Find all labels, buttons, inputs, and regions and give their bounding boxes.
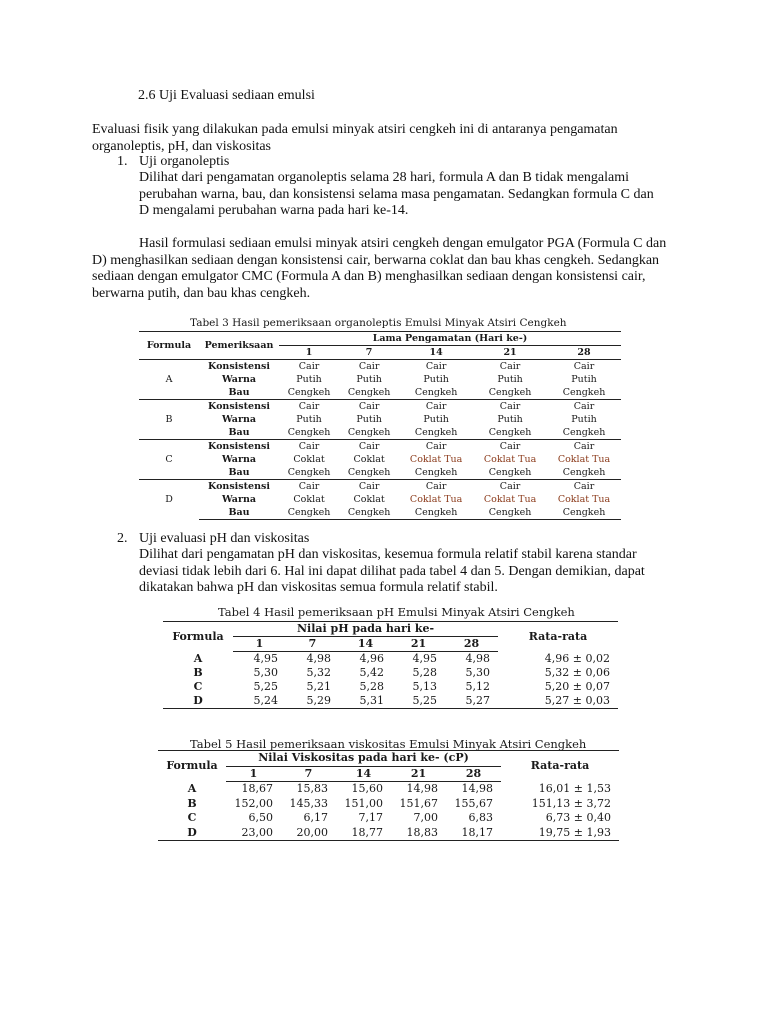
t4-formula-cell: D — [163, 694, 233, 709]
t3-value-cell: Cair — [399, 440, 473, 454]
t4-value-cell: 5,24 — [233, 694, 286, 709]
t4-header-day: 7 — [286, 637, 339, 652]
t3-value-cell: Cengkeh — [347, 387, 391, 398]
t3-header-day: 14 — [399, 346, 473, 360]
table-row — [139, 400, 621, 414]
t4-value-cell: 5,42 — [359, 666, 384, 679]
t3-value-cell: Coklat Tua — [409, 454, 463, 465]
t5-header-day: 14 — [336, 766, 391, 782]
t5-value-cell: 6,50 — [248, 811, 273, 824]
t3-value-cell: Putih — [296, 414, 322, 425]
t4-value-cell: 4,95 — [253, 652, 278, 665]
table-row — [158, 797, 619, 812]
t5-avg-cell: 16,01 ± 1,53 — [538, 781, 611, 795]
t3-value-cell: Coklat Tua — [483, 454, 537, 465]
t3-value-cell: Cair — [279, 480, 339, 494]
table-row — [158, 826, 619, 841]
t3-param-cell: Konsistensi — [199, 400, 279, 414]
t5-header-day: 21 — [391, 766, 446, 782]
t5-value-cell: 20,00 — [281, 826, 336, 841]
t3-param-cell: Warna — [221, 374, 257, 385]
t3-header-day: 21 — [473, 346, 547, 360]
t4-value-cell: 4,98 — [465, 652, 490, 665]
t4-value-cell: 5,28 — [359, 680, 384, 693]
t4-value-cell: 5,13 — [412, 680, 437, 693]
t3-value-cell: Cair — [399, 360, 473, 374]
t4-value-cell: 5,28 — [412, 666, 437, 679]
table-row — [139, 480, 621, 494]
t3-value-cell: Cengkeh — [287, 427, 331, 438]
t4-value-cell: 4,96 — [359, 652, 384, 665]
table-row — [139, 506, 621, 520]
table3 — [139, 331, 621, 520]
t3-value-cell: Coklat — [293, 454, 325, 465]
table4-caption: Tabel 4 Hasil pemeriksaan pH Emulsi Minyak Atsiri Cengkeh — [218, 605, 575, 619]
t5-value-cell: 152,00 — [234, 796, 273, 810]
t3-header-pemeriksaan: Pemeriksaan — [199, 332, 279, 360]
t3-value-cell: Cair — [547, 440, 621, 454]
t3-value-cell: Cair — [279, 440, 339, 454]
t5-header-formula: Formula — [158, 751, 226, 782]
t3-value-cell: Cair — [279, 360, 339, 374]
t5-value-cell: 145,33 — [289, 796, 328, 810]
t4-avg-cell: 5,32 ± 0,06 — [544, 666, 610, 679]
t3-param-cell: Warna — [221, 414, 257, 425]
table-row — [163, 694, 618, 709]
t5-value-cell: 18,83 — [391, 826, 446, 841]
t4-avg-cell: 5,27 ± 0,03 — [498, 694, 618, 709]
t3-header-day: 1 — [279, 346, 339, 360]
t5-formula-cell: B — [187, 796, 197, 810]
t3-value-cell: Cengkeh — [562, 427, 606, 438]
t3-value-cell: Cair — [547, 360, 621, 374]
t5-value-cell: 151,67 — [399, 796, 438, 810]
t5-header-group: Nilai Viskositas pada hari ke- (cP) — [226, 751, 501, 767]
t5-value-cell: 14,98 — [461, 782, 493, 795]
paragraph-2: Hasil formulasi sediaan emulsi minyak atsiri cengkeh dengan emulgator PGA (Formula C dan D) menghasilkan sediaan dengan konsistensi cair, berwarna coklat dan bau khas cengkeh. Sedangkan sediaan dengan emulgator CMC (Formula A dan B) menghasilkan sediaan dengan konsistensi cair, berwarna putih, dan bau khas cengkeh. — [92, 236, 667, 301]
table-row — [139, 386, 621, 400]
t3-value-cell: Putih — [571, 414, 597, 425]
table-row — [139, 360, 621, 374]
t5-header-day: 1 — [226, 766, 281, 782]
t3-value-cell: Cengkeh — [399, 506, 473, 520]
t3-value-cell: Cengkeh — [414, 467, 458, 478]
table-row — [139, 453, 621, 466]
t3-value-cell: Putih — [571, 374, 597, 385]
t3-value-cell: Cengkeh — [347, 467, 391, 478]
section-title: 2.6 Uji Evaluasi sediaan emulsi — [138, 88, 315, 103]
t4-formula-cell: A — [193, 651, 203, 665]
t4-header-group: Nilai pH pada hari ke- — [233, 622, 498, 637]
t3-value-cell: Cair — [473, 480, 547, 494]
t3-value-cell: Coklat — [353, 454, 385, 465]
table4 — [163, 621, 618, 709]
t3-value-cell: Coklat — [353, 494, 385, 505]
t3-value-cell: Putih — [423, 414, 449, 425]
t3-header-group: Lama Pengamatan (Hari ke-) — [279, 332, 621, 346]
t3-value-cell: Cair — [339, 440, 399, 454]
item2-text: Dilihat dari pengamatan pH dan viskositas, kesemua formula relatif stabil karena standar deviasi tidak lebih dari 6. Hal ini dapat dilihat pada tabel 4 dan 5. Dengan demikian, dapat dikatakan bahwa pH dan viskositas semua formula relatif stabil. — [139, 547, 645, 595]
t5-value-cell: 155,67 — [454, 796, 493, 810]
table-row — [158, 782, 619, 797]
t5-avg-cell: 151,13 ± 3,72 — [531, 796, 611, 810]
t3-formula-cell: B — [139, 400, 199, 440]
t3-param-cell: Bau — [199, 506, 279, 520]
t3-value-cell: Cengkeh — [414, 427, 458, 438]
t4-header-day: 14 — [339, 637, 392, 652]
t3-value-cell: Putih — [296, 374, 322, 385]
t3-header-day: 28 — [547, 346, 621, 360]
t4-formula-cell: B — [193, 666, 203, 679]
t3-param-cell: Warna — [221, 494, 257, 505]
t3-value-cell: Cair — [339, 400, 399, 414]
t5-value-cell: 18,17 — [446, 826, 501, 841]
table5-caption: Tabel 5 Hasil pemeriksaan viskositas Emulsi Minyak Atsiri Cengkeh — [190, 737, 587, 751]
t3-value-cell: Putih — [497, 374, 523, 385]
t3-value-cell: Coklat Tua — [483, 494, 537, 505]
t3-param-cell: Konsistensi — [199, 360, 279, 374]
t4-value-cell: 5,21 — [306, 680, 331, 693]
t3-value-cell: Cengkeh — [562, 467, 606, 478]
t3-value-cell: Coklat Tua — [557, 454, 611, 465]
t4-formula-cell: C — [193, 680, 203, 693]
t3-param-cell: Bau — [228, 387, 250, 398]
t3-value-cell: Cengkeh — [562, 387, 606, 398]
table-row — [139, 413, 621, 426]
t3-formula-cell: C — [139, 440, 199, 480]
t5-value-cell: 14,98 — [406, 782, 438, 795]
t3-value-cell: Cair — [547, 480, 621, 494]
t3-value-cell: Cair — [547, 400, 621, 414]
t5-header-day: 28 — [446, 766, 501, 782]
t3-value-cell: Cengkeh — [547, 506, 621, 520]
table-row — [158, 811, 619, 826]
table-row — [139, 440, 621, 454]
t3-value-cell: Cair — [399, 400, 473, 414]
t3-value-cell: Cengkeh — [287, 467, 331, 478]
table-row — [163, 666, 618, 680]
table-row — [139, 426, 621, 440]
t5-value-cell: 6,83 — [468, 811, 493, 824]
t4-value-cell: 5,32 — [306, 666, 331, 679]
t5-value-cell: 23,00 — [226, 826, 281, 841]
t3-value-cell: Cair — [473, 360, 547, 374]
t3-value-cell: Coklat Tua — [557, 494, 611, 505]
t4-value-cell: 5,30 — [253, 666, 278, 679]
t3-value-cell: Cengkeh — [287, 387, 331, 398]
t5-value-cell: 15,60 — [351, 782, 383, 795]
t3-value-cell: Cengkeh — [473, 506, 547, 520]
t3-value-cell: Cengkeh — [279, 506, 339, 520]
t5-value-cell: 18,77 — [336, 826, 391, 841]
t3-value-cell: Cair — [473, 440, 547, 454]
t5-value-cell: 7,00 — [413, 811, 438, 824]
table-row — [163, 652, 618, 667]
t3-param-cell: Konsistensi — [199, 440, 279, 454]
t4-value-cell: 5,25 — [392, 694, 445, 709]
t5-header-day: 7 — [281, 766, 336, 782]
t4-header-formula: Formula — [163, 622, 233, 652]
list-number-1: 1. — [117, 154, 128, 169]
t5-avg-cell: 6,73 ± 0,40 — [545, 811, 611, 824]
t3-formula-cell: A — [139, 360, 199, 400]
t5-value-cell: 18,67 — [241, 782, 273, 795]
t5-value-cell: 6,17 — [303, 811, 328, 824]
t4-header-day: 28 — [445, 637, 498, 652]
table5 — [158, 750, 619, 841]
t3-header-day: 7 — [339, 346, 399, 360]
t4-header-avg: Rata-rata — [498, 622, 618, 652]
t3-value-cell: Putih — [356, 414, 382, 425]
t5-formula-cell: D — [158, 826, 226, 841]
item1-text: Dilihat dari pengamatan organoleptis selama 28 hari, formula A dan B tidak mengalami perubahan warna, bau, dan konsistensi selama masa pengamatan. Sedangkan formula C dan D mengalami perubahan warna pada hari ke-14. — [139, 170, 654, 218]
t3-param-cell: Warna — [221, 454, 257, 465]
t3-formula-cell: D — [139, 480, 199, 520]
t4-value-cell: 5,25 — [253, 680, 278, 693]
t4-value-cell: 5,30 — [465, 666, 490, 679]
t3-value-cell: Cair — [339, 360, 399, 374]
t4-value-cell: 5,31 — [339, 694, 392, 709]
t3-value-cell: Cengkeh — [488, 427, 532, 438]
t3-value-cell: Cair — [279, 400, 339, 414]
list-number-2: 2. — [117, 531, 128, 546]
table-row — [139, 493, 621, 506]
t3-value-cell: Coklat — [293, 494, 325, 505]
t3-value-cell: Cair — [339, 480, 399, 494]
t3-value-cell: Coklat Tua — [409, 494, 463, 505]
intro-paragraph: Evaluasi fisik yang dilakukan pada emulsi minyak atsiri cengkeh ini di antaranya pengamatan organoleptis, pH, dan viskositas — [92, 122, 618, 154]
t3-param-cell: Konsistensi — [199, 480, 279, 494]
t5-value-cell: 15,83 — [296, 782, 328, 795]
t4-value-cell: 5,12 — [465, 680, 490, 693]
t3-value-cell: Putih — [356, 374, 382, 385]
item2-title: Uji evaluasi pH dan viskositas — [139, 531, 310, 546]
t3-value-cell: Cair — [473, 400, 547, 414]
t3-value-cell: Cengkeh — [347, 427, 391, 438]
item1-title: Uji organoleptis — [139, 154, 230, 169]
t3-value-cell: Putih — [497, 414, 523, 425]
t3-value-cell: Cengkeh — [488, 467, 532, 478]
t4-avg-cell: 5,20 ± 0,07 — [544, 680, 610, 693]
t5-value-cell: 151,00 — [344, 796, 383, 810]
t3-value-cell: Cengkeh — [414, 387, 458, 398]
t5-value-cell: 7,17 — [358, 811, 383, 824]
table-row — [139, 373, 621, 386]
t3-param-cell: Bau — [228, 467, 250, 478]
t3-value-cell: Cengkeh — [488, 387, 532, 398]
t5-formula-cell: A — [187, 781, 197, 795]
table-row — [163, 680, 618, 694]
t5-formula-cell: C — [187, 811, 197, 824]
table3-caption: Tabel 3 Hasil pemeriksaan organoleptis Emulsi Minyak Atsiri Cengkeh — [190, 317, 567, 329]
t4-value-cell: 4,95 — [412, 652, 437, 665]
t4-avg-cell: 4,96 ± 0,02 — [544, 651, 610, 665]
t4-value-cell: 5,27 — [445, 694, 498, 709]
t4-header-day: 1 — [233, 637, 286, 652]
t5-avg-cell: 19,75 ± 1,93 — [501, 826, 619, 841]
t4-header-day: 21 — [392, 637, 445, 652]
t3-value-cell: Cengkeh — [339, 506, 399, 520]
t4-value-cell: 4,98 — [306, 652, 331, 665]
t3-param-cell: Bau — [228, 427, 250, 438]
table-row — [139, 466, 621, 480]
t5-header-avg: Rata-rata — [501, 751, 619, 782]
t3-header-formula: Formula — [139, 332, 199, 360]
t4-value-cell: 5,29 — [286, 694, 339, 709]
t3-value-cell: Cair — [399, 480, 473, 494]
t3-value-cell: Putih — [423, 374, 449, 385]
